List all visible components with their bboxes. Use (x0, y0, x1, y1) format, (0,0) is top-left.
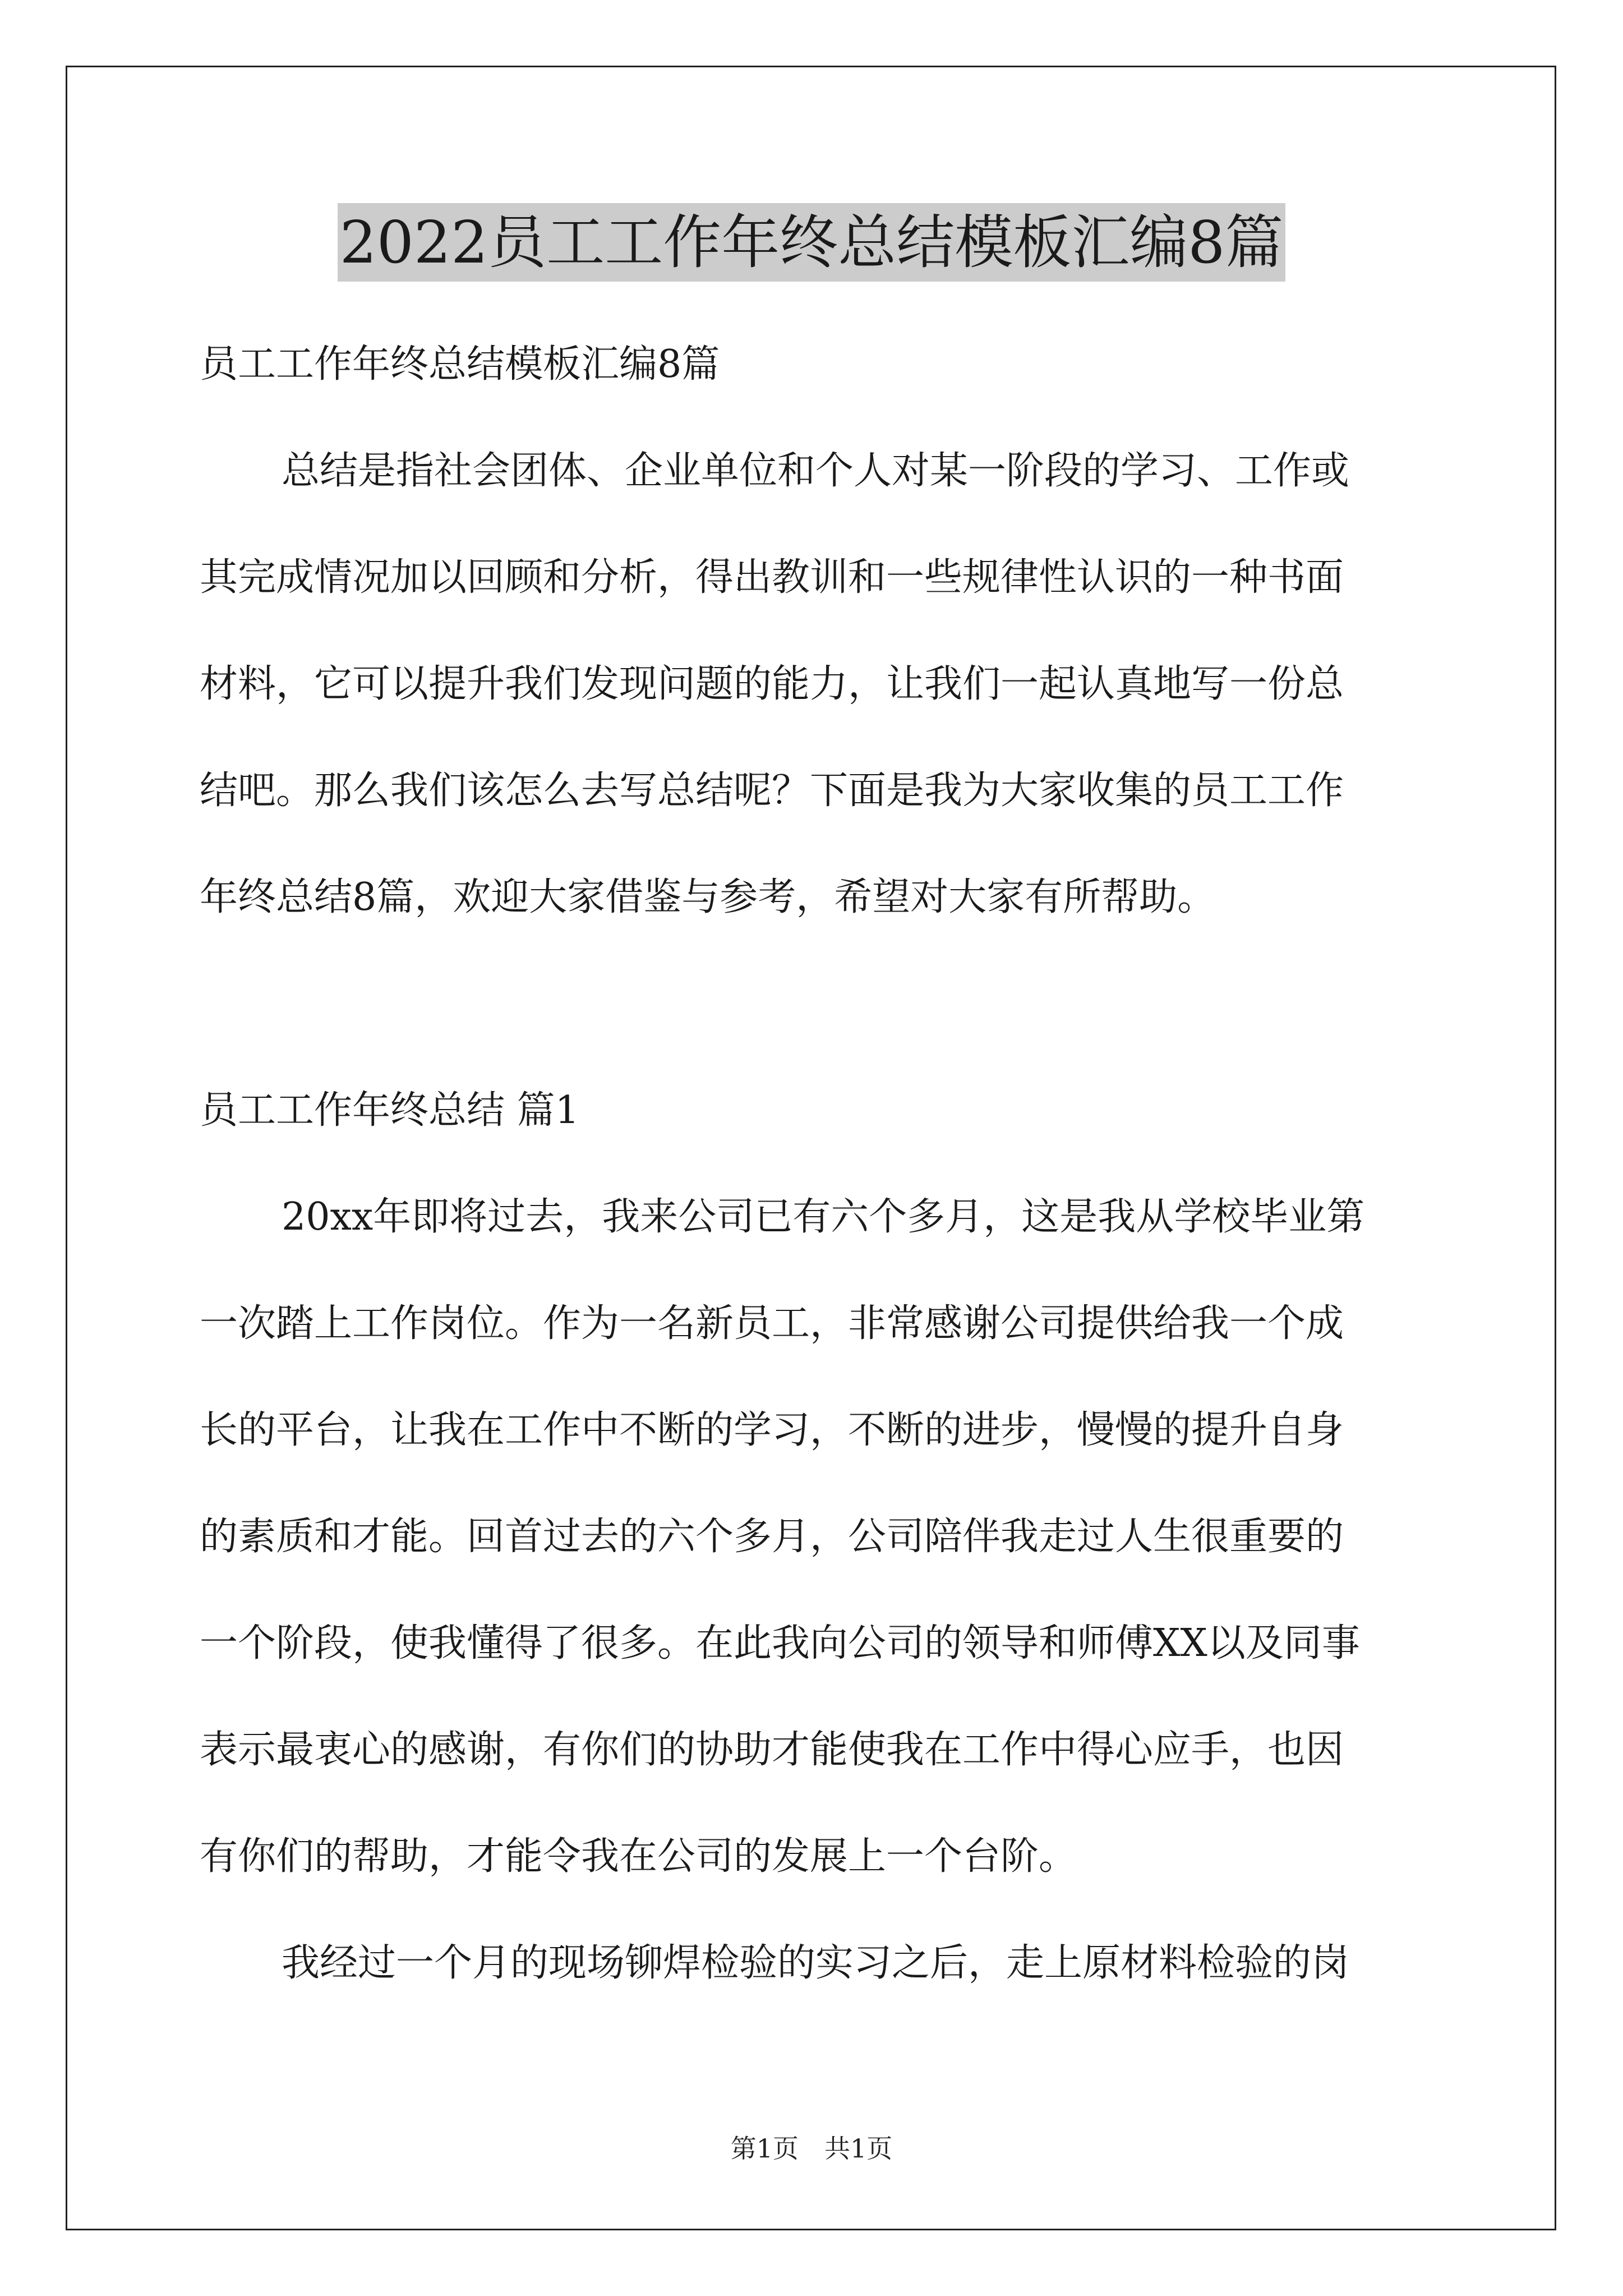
text-line: 结吧。那么我们该怎么去写总结呢？下面是我为大家收集的员工工作 (200, 769, 1344, 813)
text-line: 一个阶段，使我懂得了很多。在此我向公司的领导和师傅XX以及同事 (200, 1621, 1360, 1665)
text-line: 有你们的帮助，才能令我在公司的发展上一个台阶。 (200, 1834, 1077, 1879)
text-line: 总结是指社会团体、企业单位和个人对某一阶段的学习、工作或 (282, 449, 1350, 493)
document-body (200, 311, 1433, 2017)
document-title (0, 203, 1623, 282)
text-line: 年终总结8篇，欢迎大家借鉴与参考，希望对大家有所帮助。 (200, 875, 1216, 919)
document-title-text: 2022员工工作年终总结模板汇编8篇 (338, 203, 1286, 282)
text-line: 员工工作年终总结模板汇编8篇 (200, 342, 720, 386)
text-line: 一次踏上工作岗位。作为一名新员工，非常感谢公司提供给我一个成 (200, 1301, 1344, 1346)
text-line: 表示最衷心的感谢，有你们的协助才能使我在工作中得心应手，也因 (200, 1728, 1344, 1772)
text-line: 其完成情况加以回顾和分析，得出教训和一些规律性认识的一种书面 (200, 555, 1344, 600)
text-line: 员工工作年终总结 篇1 (200, 1088, 579, 1133)
text-line: 材料，它可以提升我们发现问题的能力，让我们一起认真地写一份总 (200, 662, 1344, 706)
text-line: 我经过一个月的现场铆焊检验的实习之后，走上原材料检验的岗 (282, 1941, 1350, 1985)
text-line: 长的平台，让我在工作中不断的学习，不断的进步，慢慢的提升自身 (200, 1408, 1344, 1452)
text-line: 20xx年即将过去，我来公司已有六个多月，这是我从学校毕业第 (282, 1195, 1365, 1239)
paragraph-gap (200, 951, 1433, 1057)
page-footer: 第1页 共1页 (730, 2133, 893, 2164)
text-line: 的素质和才能。回首过去的六个多月，公司陪伴我走过人生很重要的 (200, 1515, 1344, 1559)
